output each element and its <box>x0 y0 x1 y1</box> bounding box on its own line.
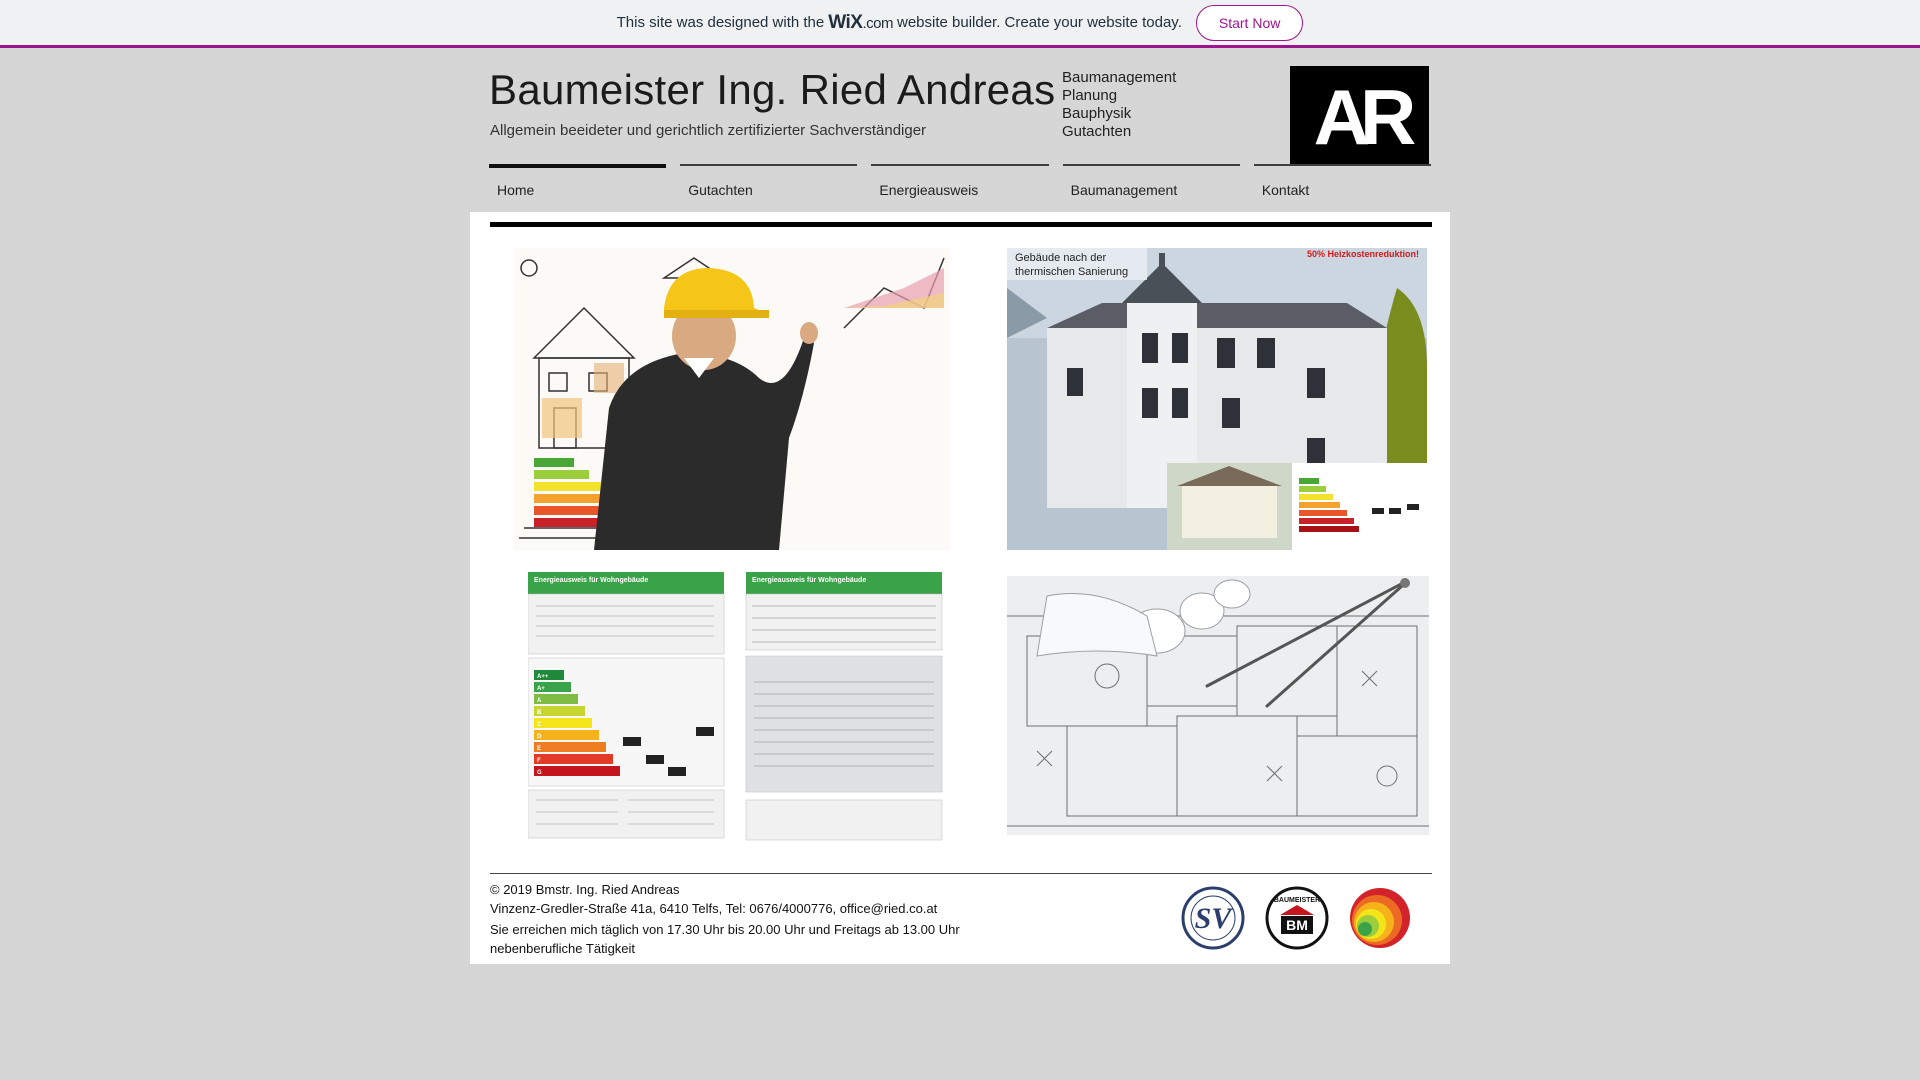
cert-title-left: Energieausweis für Wohngebäude <box>534 577 649 584</box>
rating-label: G <box>537 770 542 776</box>
rating-label: A+ <box>537 686 545 692</box>
cert-title-right: Energieausweis für Wohngebäude <box>752 577 867 584</box>
rating-label: D <box>537 734 542 740</box>
footer-address: Vinzenz-Gredler-Straße 41a, 6410 Telfs, Tel: 0676/4000776, office@ried.co.at <box>490 901 938 916</box>
bm-badge-text: BM <box>1286 917 1308 933</box>
banner-text-before: This site was designed with the <box>616 14 825 31</box>
architect-sketch-image[interactable] <box>514 248 950 550</box>
renovated-building-image[interactable] <box>1007 248 1427 550</box>
content-panel <box>470 212 1450 964</box>
wix-logo[interactable] <box>828 12 893 34</box>
site-subtitle: Allgemein beeideter und gerichtlich zertifizierter Sachverständiger <box>490 122 927 139</box>
sv-badge[interactable] <box>1180 885 1246 951</box>
wix-brand: WiX <box>828 11 863 33</box>
ar-logo[interactable] <box>1290 66 1429 166</box>
service-item: Gutachten <box>1062 123 1132 140</box>
blueprint-image[interactable] <box>1007 576 1429 835</box>
divider-thick <box>490 222 1432 227</box>
banner-text-after: website builder. Create your website today. <box>896 14 1182 31</box>
baumeister-badge[interactable] <box>1264 885 1330 951</box>
start-now-button[interactable]: Start Now <box>1196 5 1303 41</box>
services-list <box>1062 69 1176 141</box>
divider-thin <box>490 873 1432 874</box>
main-nav <box>489 164 1431 204</box>
energy-rating-badge[interactable] <box>1347 885 1413 951</box>
rating-label: A <box>537 698 542 704</box>
nav-item-gutachten[interactable]: Gutachten <box>680 164 857 204</box>
nav-item-baumanagement[interactable]: Baumanagement <box>1063 164 1240 204</box>
footer-copyright: © 2019 Bmstr. Ing. Ried Andreas <box>490 882 680 897</box>
photo2-highlight: 50% Heizkostenreduktion! <box>1307 249 1420 259</box>
rating-label: A++ <box>537 674 549 680</box>
footer-hours: Sie erreichen mich täglich von 17.30 Uhr bis 20.00 Uhr und Freitags ab 13.00 Uhr <box>490 922 960 937</box>
rating-label: B <box>537 710 542 716</box>
service-item: Bauphysik <box>1062 105 1132 122</box>
ar-logo-mark <box>1300 84 1420 148</box>
wix-banner <box>0 0 1920 48</box>
footer-info <box>490 880 960 958</box>
service-item: Baumanagement <box>1062 69 1177 86</box>
wix-banner-text <box>617 12 1182 34</box>
baumeister-badge-text: BAUMEISTER <box>1273 897 1321 904</box>
rating-label: F <box>537 758 541 764</box>
service-item: Planung <box>1062 87 1118 104</box>
site-title[interactable]: Baumeister Ing. Ried Andreas <box>489 66 1056 113</box>
sv-badge-text: SV <box>1194 902 1232 935</box>
footer-note: nebenberufliche Tätigkeit <box>490 941 636 956</box>
rating-label: C <box>537 722 542 728</box>
nav-item-home[interactable]: Home <box>489 164 666 204</box>
energy-certificate-image[interactable] <box>528 572 952 867</box>
nav-item-energieausweis[interactable]: Energieausweis <box>871 164 1048 204</box>
photo2-caption-line2: thermischen Sanierung <box>1015 266 1129 278</box>
nav-item-kontakt[interactable]: Kontakt <box>1254 164 1431 204</box>
rating-label: E <box>537 746 542 752</box>
ar-logo-text: AR <box>1313 84 1406 148</box>
photo2-caption-line1: Gebäude nach der <box>1015 252 1107 264</box>
wix-brand-suffix: .com <box>862 14 893 32</box>
